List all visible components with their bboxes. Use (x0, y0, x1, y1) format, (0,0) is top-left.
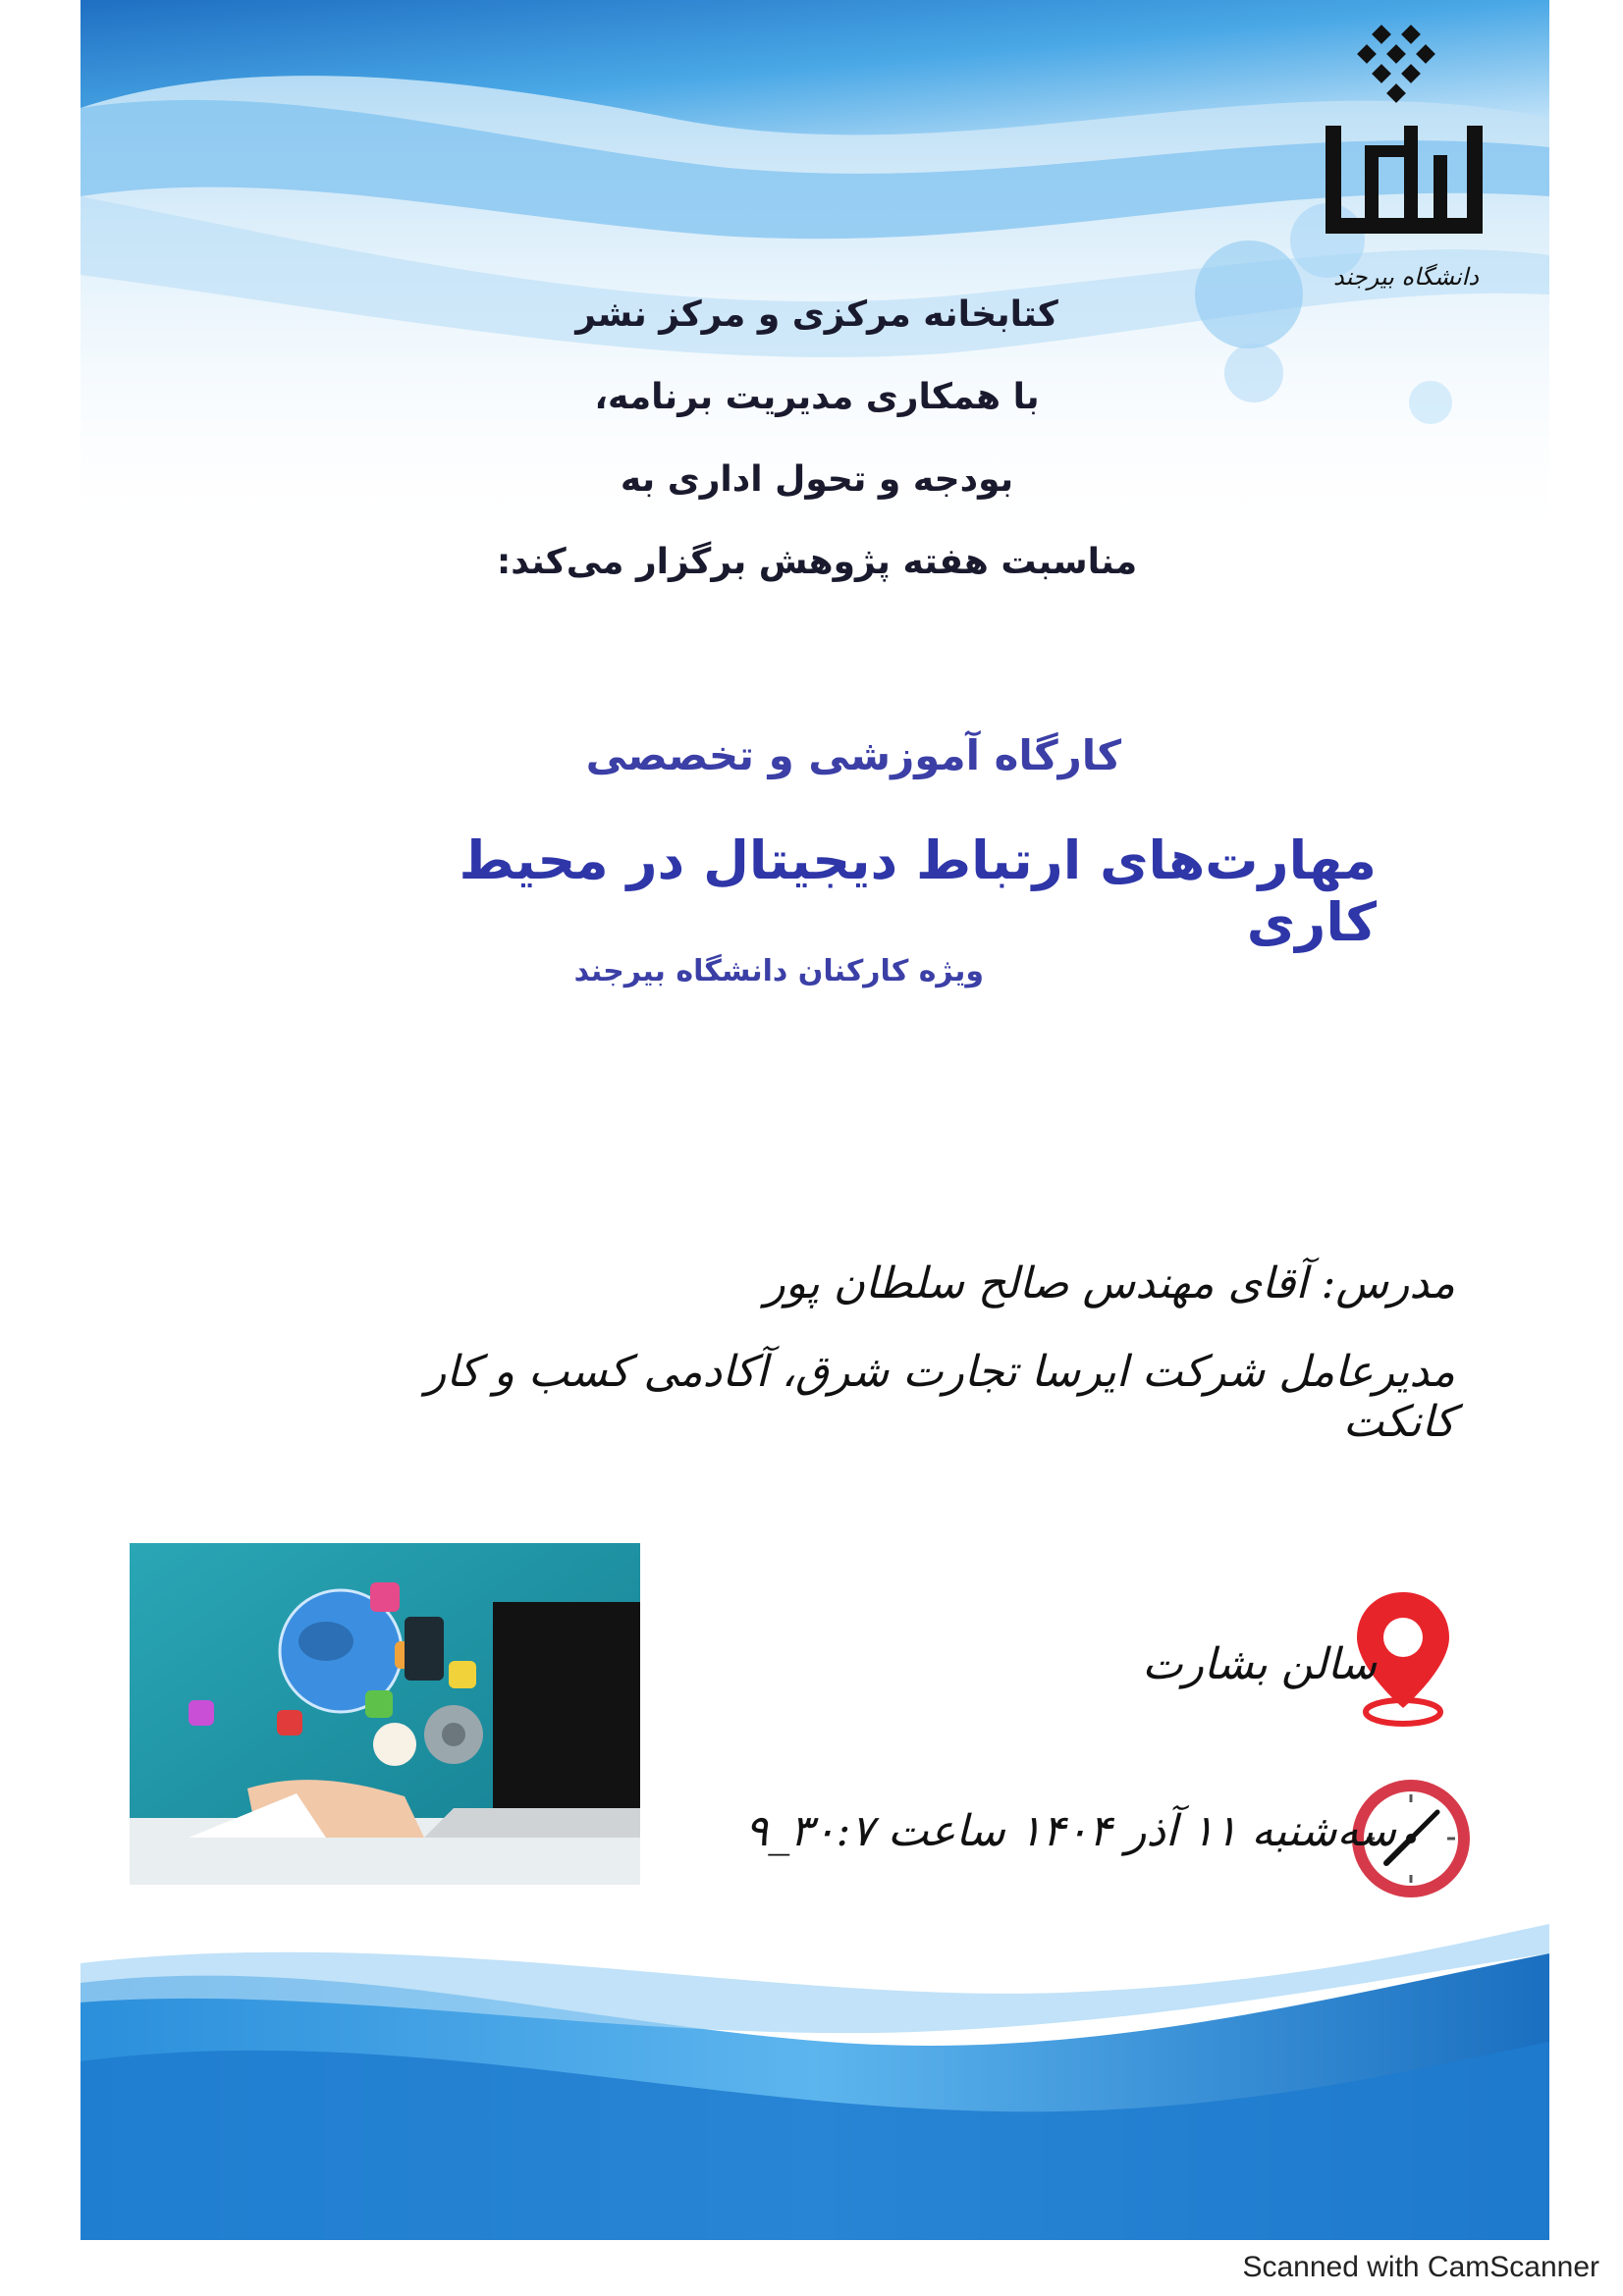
venue-text: سالن بشارت (1142, 1639, 1377, 1689)
workshop-title: مهارت‌های ارتباط دیجیتال در محیط کاری (459, 829, 1377, 953)
poster (81, 0, 1549, 2240)
intro-line-2: با همکاری مدیریت برنامه، (594, 377, 1040, 417)
datetime-text: سه‌شنبه ۱۱ آذر ۱۴۰۴ ساعت ۳۰:۷_۹ (744, 1806, 1396, 1856)
instructor-role: مدیرعامل شرکت ایرسا تجارت شرق، آکادمی کسب و کار کانکت (425, 1347, 1455, 1447)
workshop-audience: ویژه کارکنان دانشگاه بیرجند (573, 954, 984, 988)
wave-background (81, 0, 1549, 2240)
intro-line-1: کتابخانه مرکزی و مرکز نشر (575, 294, 1058, 335)
logo-caption: دانشگاه بیرجند (1332, 263, 1480, 291)
instructor-name: مدرس: آقای مهندس صالح سلطان پور (764, 1258, 1455, 1308)
scanner-watermark: Scanned with CamScanner (1242, 2251, 1599, 2283)
workshop-type: کارگاه آموزشی و تخصصی (585, 731, 1121, 779)
intro-line-3: بودجه و تحول اداری به (620, 459, 1014, 500)
intro-line-4: مناسبت هفته پژوهش برگزار می‌کند: (496, 542, 1138, 582)
laptop-photo (130, 1543, 640, 1885)
